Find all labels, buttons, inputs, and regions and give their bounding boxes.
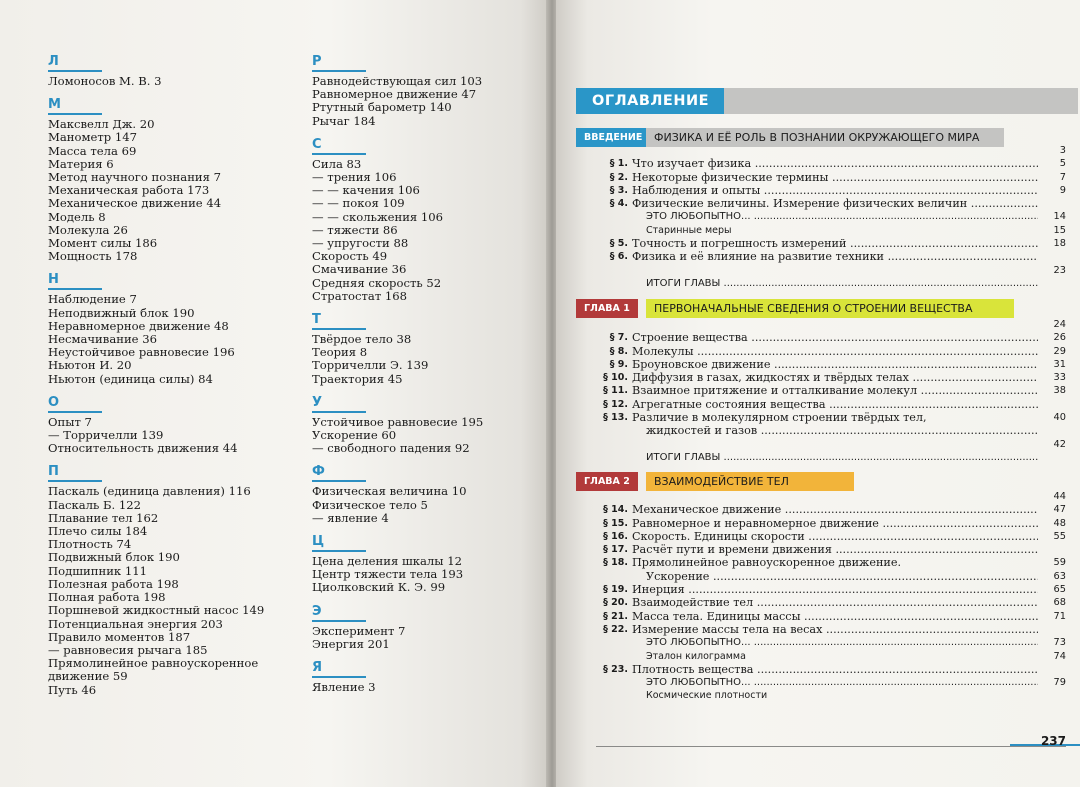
page-ref: 18 [1053, 238, 1066, 250]
contents-row [576, 530, 1076, 543]
contents-row [576, 197, 1076, 210]
page-ref: 73 [1053, 637, 1066, 649]
index-letter: Л [48, 54, 59, 69]
page-ref: 79 [1053, 677, 1066, 689]
page-ref: 42 [1053, 438, 1066, 450]
paragraph-number: § 5. [609, 238, 628, 250]
contents-row [576, 663, 1076, 676]
index-letter: О [48, 394, 60, 410]
contents-row [576, 411, 1076, 424]
paragraph-title: Прямолинейное равноускоренное движение. [632, 556, 902, 570]
index-entry: Рычаг 184 [312, 113, 376, 128]
index-entry: — свободного падения 92 [312, 441, 470, 456]
index-entry: — — качения 106 [312, 183, 420, 198]
paragraph-title: Взаимное притяжение и отталкивание молекул ..... [632, 384, 1038, 397]
section-title: ВЗАИМОДЕЙСТВИЕ ТЕЛ [646, 472, 854, 491]
index-entry: Относительность движения 44 [48, 441, 238, 456]
letter-underline [312, 328, 366, 330]
index-entry: Манометр 147 [48, 130, 138, 145]
letter-underline [48, 411, 102, 413]
paragraph-title: Молекулы ..... [632, 345, 1038, 358]
index-entry: Равнодействующая сил 103 [312, 74, 483, 88]
index-letter: С [312, 136, 322, 152]
index-entry: Ртутный барометр 140 [312, 100, 452, 115]
index-entry: Ньютон И. 20 [48, 358, 132, 373]
index-entry: Устойчивое равновесие 195 [312, 414, 484, 429]
index-entry: Неподвижный блок 190 [48, 305, 195, 320]
paragraph-title: Физические величины. Измерение физических величин ..... [632, 197, 1038, 210]
paragraph-title: Равномерное и неравномерное движение ..... [632, 517, 1038, 530]
index-letter: Р [312, 54, 322, 69]
contents-row [576, 250, 1076, 263]
contents-row [576, 424, 1076, 437]
paragraph-number: § 2. [609, 171, 628, 183]
paragraph-number: § 16. [603, 530, 628, 542]
page-ref: 31 [1053, 358, 1066, 370]
index-entry: Циолковский К. Э. 99 [312, 580, 446, 595]
contents-row [576, 636, 1076, 649]
contents-row [576, 543, 1076, 556]
paragraph-title: Ускорение ..... [646, 570, 1038, 583]
index-entry: Механическая работа 173 [48, 183, 210, 198]
index-entry: — Торричелли 139 [48, 428, 164, 443]
contents-page [556, 0, 1080, 787]
index-entry: Максвелл Дж. 20 [48, 117, 155, 132]
index-entry: — — покоя 109 [312, 196, 405, 211]
letter-underline [312, 550, 366, 552]
index-entry: Паскаль (единица давления) 116 [48, 484, 251, 499]
paragraph-number: § 23. [603, 663, 628, 675]
paragraph-number: § 8. [609, 345, 628, 357]
page-ref: 23 [1053, 264, 1066, 276]
index-entry: Плотность 74 [48, 537, 132, 552]
contents-title: ОГЛАВЛЕНИЕ [576, 88, 724, 114]
contents-row [576, 358, 1076, 371]
paragraph-number: § 20. [603, 597, 628, 609]
paragraph-title: Эталон килограмма [646, 650, 746, 662]
section-title: ФИЗИКА И ЕЁ РОЛЬ В ПОЗНАНИИ ОКРУЖАЮЩЕГО МИРА [646, 128, 1004, 147]
paragraph-number: § 21. [603, 610, 628, 622]
page-ref: 9 [1059, 184, 1066, 196]
contents-header-bar [576, 88, 1078, 114]
page-ref: 14 [1053, 211, 1066, 223]
index-entry: движение 59 [48, 669, 128, 684]
contents-row [576, 184, 1076, 197]
index-letter: У [312, 394, 323, 410]
page-ref: 26 [1053, 332, 1066, 344]
contents-row [576, 384, 1076, 397]
page-ref: 59 [1053, 557, 1066, 569]
page-ref: 29 [1053, 345, 1066, 357]
page-ref: 63 [1053, 570, 1066, 582]
index-entry: Плечо силы 184 [48, 524, 148, 539]
index-letter: Т [312, 312, 321, 328]
contents-row [576, 398, 1076, 411]
index-letter: Э [312, 603, 322, 619]
index-entry: Скорость 49 [312, 249, 388, 264]
footer-rule [596, 746, 1066, 747]
index-entry: Механическое движение 44 [48, 196, 222, 211]
index-entry: Паскаль Б. 122 [48, 497, 142, 512]
index-letter: Я [312, 660, 323, 676]
index-entry: — равновесия рычага 185 [48, 642, 208, 657]
contents-row [576, 331, 1076, 344]
index-entry: Метод научного познания 7 [48, 170, 222, 185]
letter-underline [312, 620, 366, 622]
index-entry: — — скольжения 106 [312, 209, 444, 224]
page-ref: 47 [1053, 504, 1066, 516]
page-ref: 3 [1059, 145, 1066, 156]
index-entry: Правило моментов 187 [48, 629, 191, 644]
paragraph-title: Наблюдения и опыты ..... [632, 184, 1038, 197]
section-label: ГЛАВА 2 [576, 472, 638, 491]
contents-row [576, 490, 1076, 503]
index-entry: Явление 3 [312, 680, 376, 695]
page-ref: 68 [1053, 597, 1066, 609]
contents-row [576, 451, 1076, 464]
index-entry: Момент силы 186 [48, 236, 158, 251]
paragraph-number: § 1. [609, 158, 628, 170]
index-entry: Ньютон (единица силы) 84 [48, 371, 213, 386]
index-entry: — упругости 88 [312, 236, 409, 251]
page-ref: 38 [1053, 385, 1066, 397]
paragraph-title: ИТОГИ ГЛАВЫ ..... [646, 451, 1038, 464]
contents-section-header [576, 299, 1076, 318]
contents-row [576, 264, 1076, 277]
letter-underline [312, 676, 366, 678]
page-ref: 44 [1053, 491, 1066, 502]
paragraph-number: § 11. [603, 385, 628, 397]
index-entry: Поршневой жидкостный насос 149 [48, 603, 265, 618]
contents-row [576, 610, 1076, 623]
index-entry: Ускорение 60 [312, 428, 397, 443]
contents-row [576, 556, 1076, 569]
page-ref: 65 [1053, 584, 1066, 596]
index-entry: Торричелли Э. 139 [312, 358, 429, 373]
page-ref: 7 [1059, 171, 1066, 183]
index-column-1 [48, 54, 298, 697]
paragraph-number: § 15. [603, 517, 628, 529]
index-entry: Опыт 7 [48, 414, 92, 429]
contents-row [576, 144, 1076, 157]
index-entry: — трения 106 [312, 170, 397, 185]
index-entry: Прямолинейное равноускоренное [48, 656, 259, 671]
page-ref: 15 [1053, 224, 1066, 236]
paragraph-number: § 3. [609, 184, 628, 196]
contents-row [576, 517, 1076, 530]
paragraph-title: Скорость. Единицы скорости ..... [632, 530, 1038, 543]
contents-row [576, 237, 1076, 250]
index-entry: Эксперимент 7 [312, 623, 406, 638]
index-letter: М [48, 97, 61, 113]
contents-row [576, 371, 1076, 384]
index-entry: Равномерное движение 47 [312, 87, 477, 102]
index-entry: Наблюдение 7 [48, 292, 137, 307]
page-ref: 74 [1053, 650, 1066, 662]
paragraph-title: ЭТО ЛЮБОПЫТНО... ..... [646, 676, 1038, 689]
index-entry: Материя 6 [48, 156, 114, 171]
paragraph-title: ЭТО ЛЮБОПЫТНО... ..... [646, 210, 1038, 223]
paragraph-title: Масса тела. Единицы массы ..... [632, 610, 1038, 623]
paragraph-title: Взаимодействие тел ..... [632, 596, 1038, 609]
index-letter: Ц [312, 534, 325, 550]
paragraph-number: § 6. [609, 251, 628, 263]
paragraph-number: § 19. [603, 584, 628, 596]
paragraph-title: Некоторые физические термины ..... [632, 171, 1038, 184]
paragraph-title: Инерция ..... [632, 583, 1038, 596]
page-ref: 33 [1053, 372, 1066, 384]
index-entry: Физическое тело 5 [312, 497, 428, 512]
contents-row [576, 438, 1076, 451]
contents-row [576, 596, 1076, 609]
index-entry: Молекула 26 [48, 222, 128, 237]
letter-underline [48, 113, 102, 115]
letter-underline [312, 411, 366, 413]
index-letter: Н [48, 272, 59, 288]
index-entry: Цена деления шкалы 12 [312, 554, 462, 569]
paragraph-title: Плотность вещества ..... [632, 663, 1038, 676]
index-entry: Подвижный блок 190 [48, 550, 180, 565]
letter-underline [48, 288, 102, 290]
index-entry: Потенциальная энергия 203 [48, 616, 223, 631]
index-entry: Неустойчивое равновесие 196 [48, 345, 235, 360]
index-entry: Энергия 201 [312, 636, 390, 651]
index-entry: Смачивание 36 [312, 262, 407, 277]
paragraph-title: Механическое движение ..... [632, 503, 1038, 516]
paragraph-number: § 4. [609, 198, 628, 210]
letter-underline [48, 480, 102, 482]
paragraph-title: Что изучает физика ..... [632, 157, 1038, 170]
paragraph-number: § 13. [603, 412, 628, 424]
paragraph-title: Физика и её влияние на развитие техники ..... [632, 250, 1038, 263]
section-title: ПЕРВОНАЧАЛЬНЫЕ СВЕДЕНИЯ О СТРОЕНИИ ВЕЩЕСТВА [646, 299, 1014, 318]
contents-row [576, 345, 1076, 358]
paragraph-number: § 10. [603, 372, 628, 384]
paragraph-number: § 9. [609, 358, 628, 370]
paragraph-title: ЭТО ЛЮБОПЫТНО... ..... [646, 636, 1038, 649]
paragraph-number: § 18. [603, 557, 628, 569]
page-ref: 48 [1053, 517, 1066, 529]
section-label: ГЛАВА 1 [576, 299, 638, 318]
contents-row [576, 583, 1076, 596]
page-ref: 55 [1053, 530, 1066, 542]
contents-section-header [576, 472, 1076, 491]
contents-row [576, 676, 1076, 689]
index-entry: Сила 83 [312, 156, 362, 171]
letter-underline [312, 480, 366, 482]
index-column-2 [312, 54, 512, 694]
index-entry: — тяжести 86 [312, 222, 398, 237]
contents-row [576, 318, 1076, 331]
contents-row [576, 157, 1076, 170]
index-entry: Траектория 45 [312, 371, 403, 386]
paragraph-title: Диффузия в газах, жидкостях и твёрдых телах ..... [632, 371, 1038, 384]
contents-row [576, 210, 1076, 223]
page-ref: 5 [1059, 158, 1066, 170]
index-entry: Модель 8 [48, 209, 106, 224]
index-entry: Несмачивание 36 [48, 332, 157, 347]
page-ref: 40 [1053, 412, 1066, 424]
paragraph-title: Различие в молекулярном строении твёрдых тел, [632, 411, 927, 425]
contents-row [576, 570, 1076, 583]
index-entry: Плавание тел 162 [48, 510, 159, 525]
index-entry: Полная работа 198 [48, 590, 166, 605]
paragraph-title: Космические плотности [646, 690, 768, 702]
contents-row [576, 689, 1076, 702]
paragraph-number: § 12. [603, 398, 628, 410]
index-entry: Масса тела 69 [48, 143, 137, 158]
index-entry: Мощность 178 [48, 249, 138, 264]
index-entry: Физическая величина 10 [312, 484, 467, 499]
paragraph-number: § 17. [603, 544, 628, 556]
paragraph-number: § 22. [603, 623, 628, 635]
index-entry: Средняя скорость 52 [312, 275, 442, 290]
letter-underline [312, 70, 366, 72]
contents-row [576, 277, 1076, 290]
index-entry: Неравномерное движение 48 [48, 318, 229, 333]
index-entry: Подшипник 111 [48, 563, 147, 578]
paragraph-title: Расчёт пути и времени движения ..... [632, 543, 1038, 556]
paragraph-title: Точность и погрешность измерений ..... [632, 237, 1038, 250]
paragraph-title: Измерение массы тела на весах ..... [632, 623, 1038, 636]
contents-rows [576, 490, 1076, 703]
page-ref: 71 [1053, 610, 1066, 622]
index-entry: Твёрдое тело 38 [312, 332, 412, 347]
paragraph-title: Броуновское движение ..... [632, 358, 1038, 371]
contents-rows [576, 144, 1076, 290]
paragraph-title: ИТОГИ ГЛАВЫ ..... [646, 277, 1038, 290]
paragraph-number: § 7. [609, 332, 628, 344]
index-entry: Полезная работа 198 [48, 576, 179, 591]
paragraph-title: Старинные меры [646, 224, 732, 236]
index-letter: П [48, 464, 59, 480]
paragraph-title: жидкостей и газов ..... [646, 424, 1038, 437]
index-entry: Ломоносов М. В. 3 [48, 74, 162, 88]
page-ref: 24 [1053, 319, 1066, 330]
paragraph-title: Агрегатные состояния вещества ..... [632, 398, 1038, 411]
index-entry: — явление 4 [312, 510, 389, 525]
index-entry: Стратостат 168 [312, 288, 408, 303]
section-label: ВВЕДЕНИЕ [576, 128, 650, 147]
contents-row [576, 623, 1076, 636]
contents-row [576, 171, 1076, 184]
page-number: 237 [1040, 734, 1066, 748]
index-letter: Ф [312, 464, 325, 480]
letter-underline [312, 153, 366, 155]
contents-row [576, 650, 1076, 663]
index-entry: Центр тяжести тела 193 [312, 567, 464, 582]
contents-rows [576, 318, 1076, 464]
contents-row [576, 224, 1076, 237]
index-entry: Теория 8 [312, 345, 368, 360]
letter-underline [48, 70, 102, 72]
paragraph-title: Строение вещества ..... [632, 331, 1038, 344]
paragraph-number: § 14. [603, 504, 628, 516]
index-entry: Путь 46 [48, 682, 97, 697]
contents-row [576, 503, 1076, 516]
